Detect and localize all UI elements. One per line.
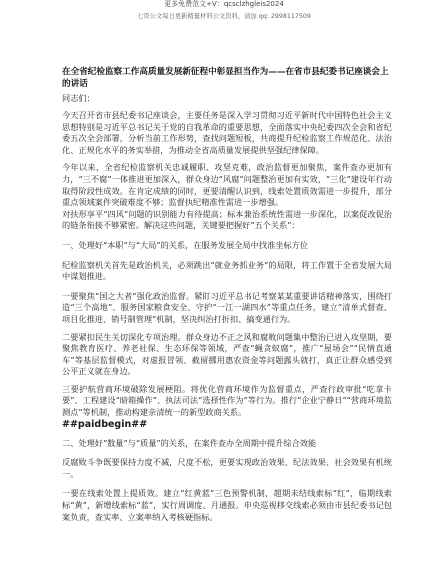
paragraph-point-2: 二要紧扣民生关切深化专项治理。群众身边不正之风和腐败问题集中整治已进入攻坚期，要聚焦教育医疗、养老社保、生态环保等领域，严查“蝇贪蚁腐”，推广“屋场会”“民情直通车”等基层监督模式，对虚报冒领、截留挪用惠农资金等问题露头就打，真正让群众感受到公平正义就在身边。	[62, 331, 392, 377]
paragraph-section2-intro: 反腐败斗争既要保持力度不减，尺度不松，更要实现政治效果、纪法效果、社会效果有机统一。	[62, 457, 392, 479]
section-heading-2: 二、处理好“数量”与“质量”的关系，在案件查办全周期中提升综合效能	[62, 437, 317, 448]
salutation: 同志们：	[62, 93, 95, 103]
paragraph-section1-intro: 纪检监察机关首先是政治机关，必须跳出“就业务抓业务”的局限，将工作置于全省发展大局中谋划推进。	[62, 259, 392, 282]
document-body	[62, 66, 392, 523]
paragraph-point-1b: 一要在线索处置上提质效。建立“红黄蓝”三色预警机制，超期未结线索标“红”，临期线索标“黄”，新增线索标“蓝”，实行周调度、月通报。申央巡视移交线索必须由市县纪委书记包案负责，查实率、立案率纳入考核硬指标。	[62, 488, 392, 522]
header-line-1: 更多免费范文+V：qcsclzhgleis2024	[164, 0, 284, 8]
paid-marker: ##paidbegin##	[62, 418, 148, 430]
paragraph-achievements: 今年以来，全省纪检监察机关忠诚履职、攻坚克难，政治监督更加聚焦，案件查办更加有力，“三不腐”一体推进更加深入，群众身边“风腐”问题整治更加有实效，“三化”建设年行动取得阶段性成效。在肯定成绩的同时，更要清醒认识到，线索处置质效需进一步提升，部分重点领域案件突破难度不够；监督执纪精准性需进一步增强。	[62, 162, 392, 208]
document-title: 在全省纪检监察工作高质量发展新征程中彰显担当作为——在省市县纪委书记座谈会上的讲话	[62, 67, 389, 89]
page-header	[0, 0, 448, 30]
header-line-2: 七哥公文每日更新精量材料公文资料，请加 qq: 2998117509	[137, 13, 311, 20]
paragraph-intro: 今天召开省市县纪委书记座谈会，主要任务是深入学习贯彻习近平新时代中国特色社会主义思想特别是习近平总书记关于党的自我革命的重要思想，全面落实中央纪委四次全会和省纪委五次全会部署，分析当前工作形势，查找问题短板，共商提升纪检监察工作规范化、法治化、正规化水平的务实举措，为推动全省高质量发展提供坚强纪律保障。	[62, 110, 392, 155]
section-heading-1: 一、处理好“本职”与“大局”的关系，在服务发展全局中找准坐标方位	[62, 239, 308, 250]
paragraph-issues: 对扶形享平“四风”问题的识别能力有待提高；标本兼治系统性需进一步深化，以案促改促治的链条衔接不够紧密。解决这些问题，关键要把握好“五个关系”：	[62, 208, 392, 231]
paragraph-point-3: 三要护航营商环境破除发展梗阻。将优化营商环境作为监督重点，严查行政审批“吃拿卡要”、工程建设“暗箱操作”、执法司法“选择性作为”等行为。推行“企业宁静日”“营商环境监测点”等机制，推动构建亲清统一的新型政商关系。	[62, 383, 392, 418]
paragraph-point-1: 一要聚焦“国之大者”强化政治监督。紧盯习近平总书记考察某某重要讲话精神落实，围绕打造“三个高地”、服务国家粮食安全、守护“一江一湖四水”等重点任务，建立“清单式督查、项目化推进、销号制管理”机制，坚决纠治打折扣、搞变通行为。	[62, 290, 392, 324]
